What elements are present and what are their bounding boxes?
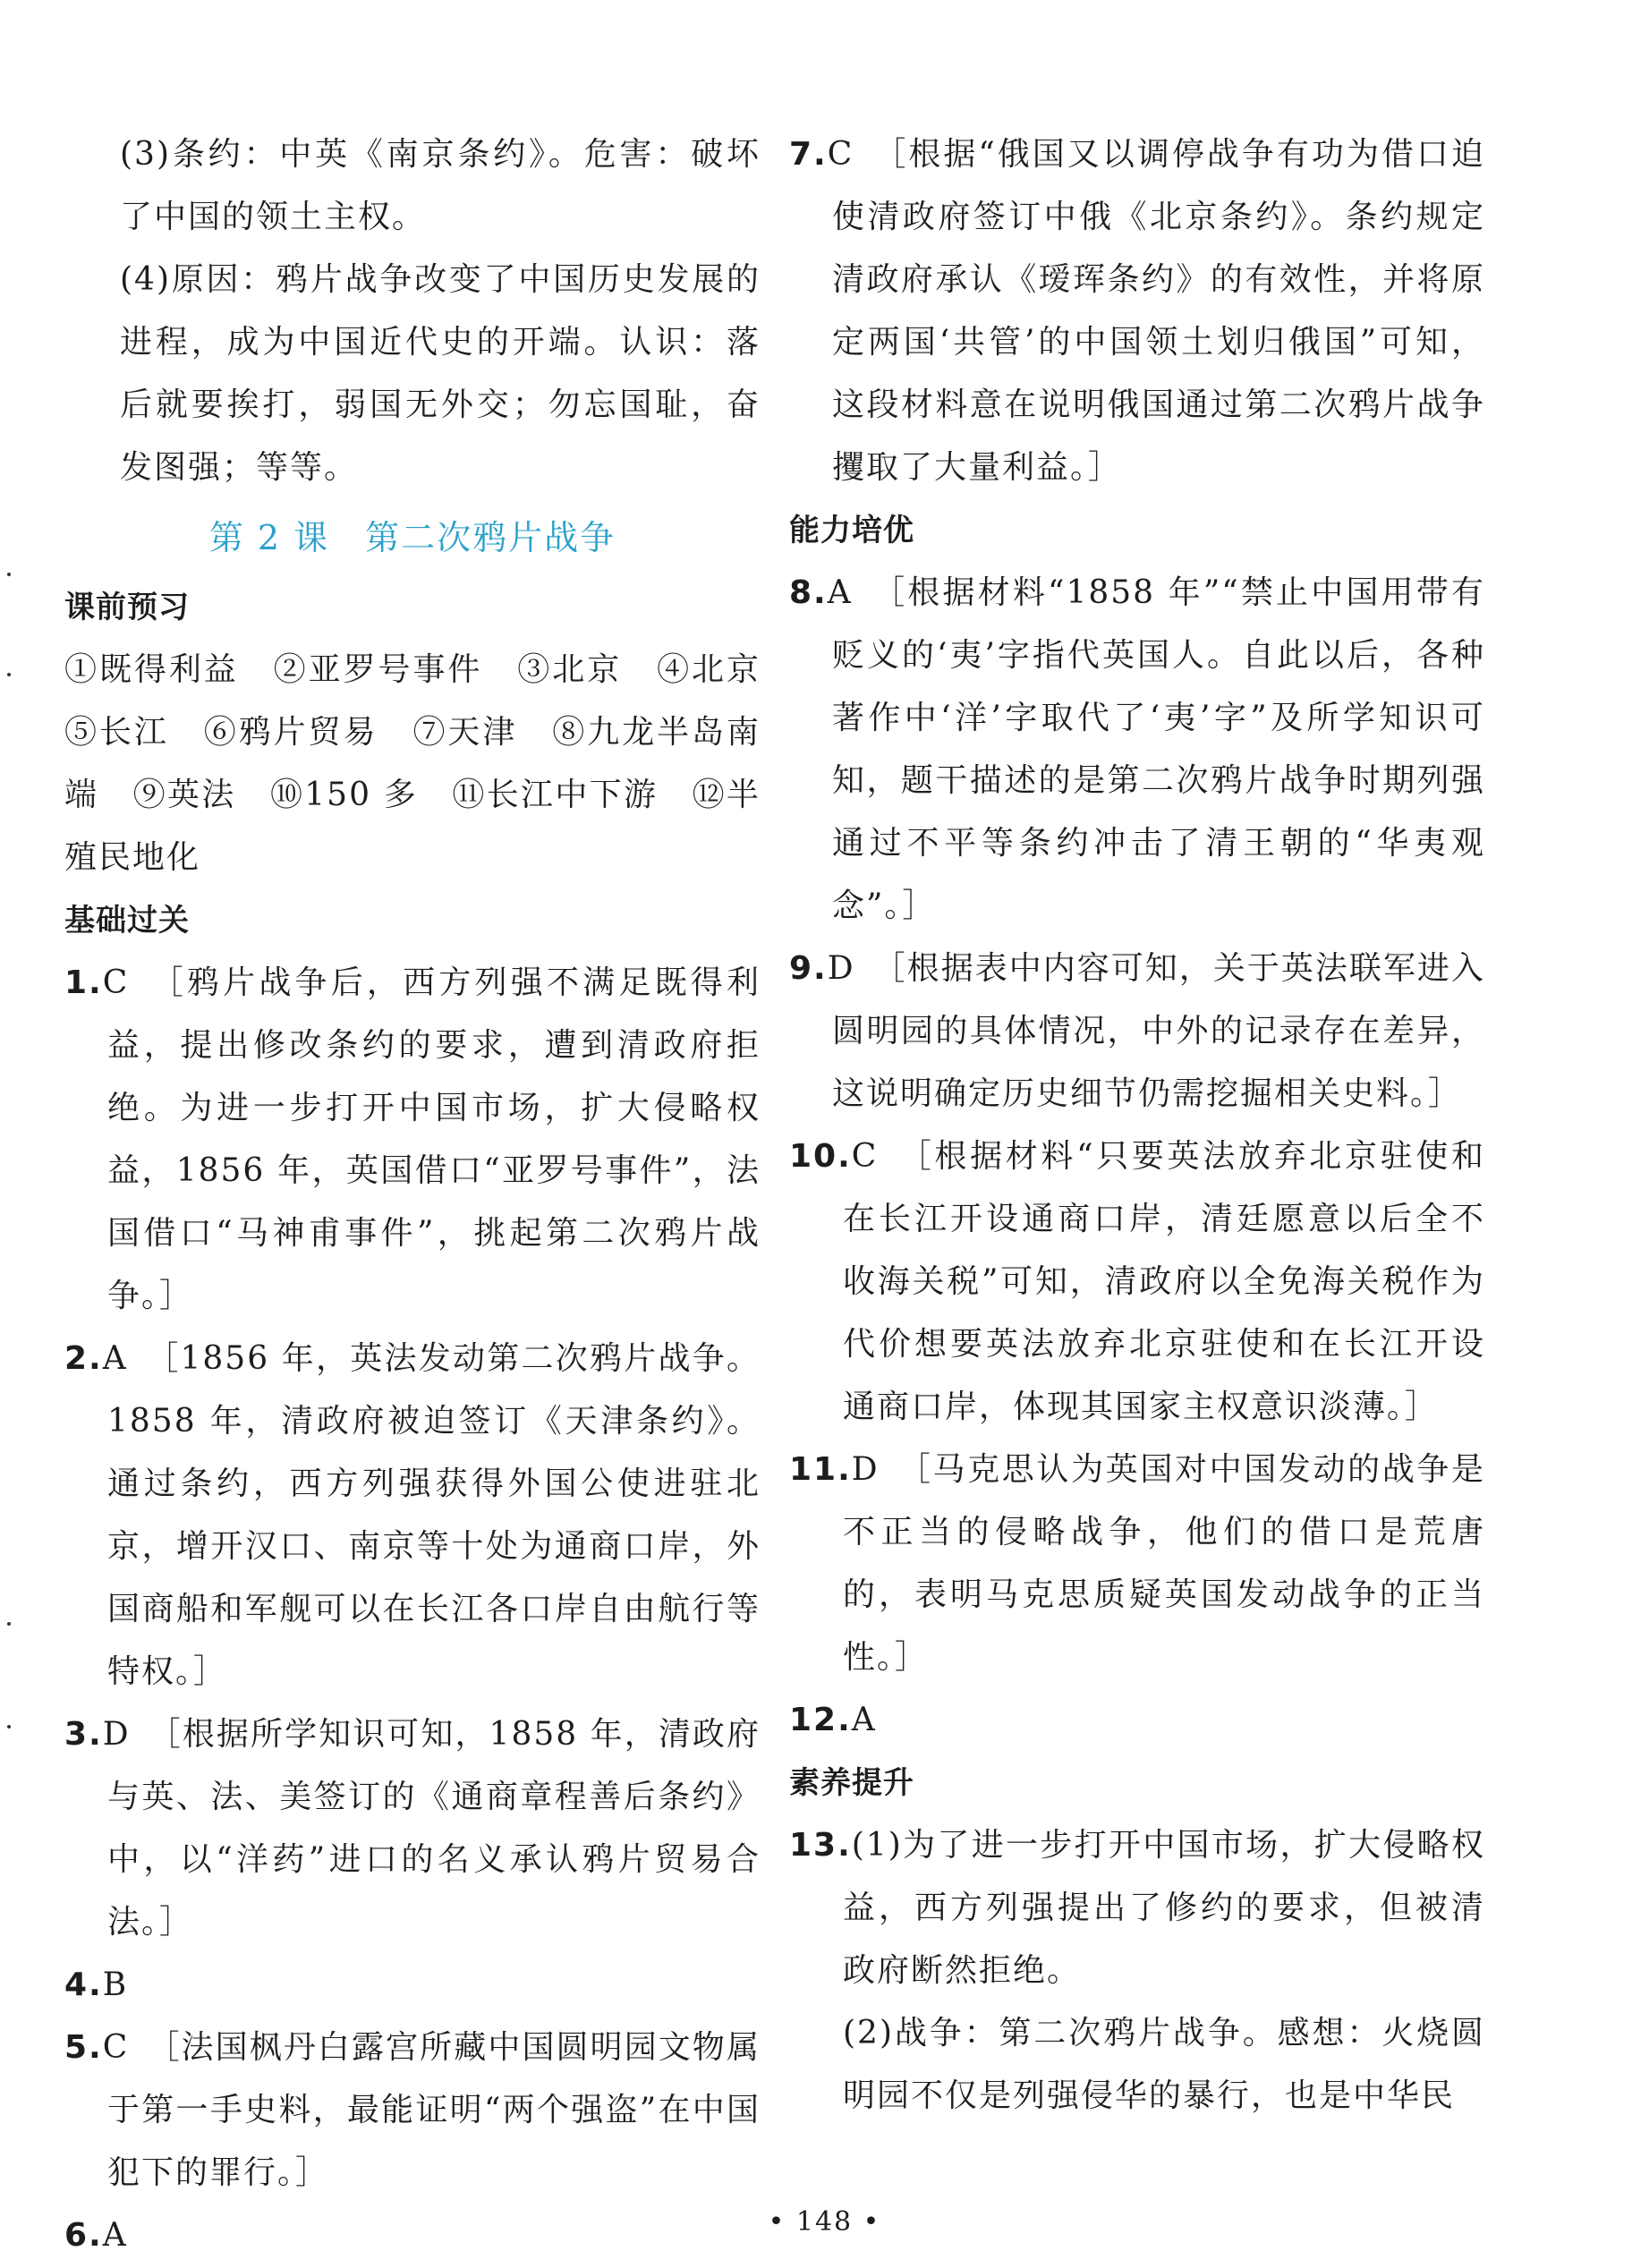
item-explanation: ［根据“俄国又以调停战争有功为借口迫使清政府签订中俄《北京条约》。条约规定清政府承认《瑷珲条约》的有效性，并将原定两国‘共管’的中国领土划归俄国”可知，这段材料意在说明俄国通过第二次鸦片战争攫取了大量利益。］	[832, 136, 1485, 486]
item-explanation: ［根据材料“1858 年”“禁止中国用带有贬义的‘夷’字指代英国人。自此以后，各种著作中‘洋’字取代了‘夷’字”及所学知识可知，题干描述的是第二次鸦片战争时期列强通过不平等条约冲击了清王朝的“华夷观念”。］	[832, 574, 1485, 924]
margin-dot	[7, 1725, 11, 1729]
margin-dot	[7, 1622, 11, 1626]
item-answer: C	[827, 136, 854, 173]
item-number: 11.	[789, 1451, 852, 1488]
preview-answers: ①既得利益 ②亚罗号事件 ③北京 ④北京 ⑤长江 ⑥鸦片贸易 ⑦天津 ⑧九龙半岛南端 ⑨英法 ⑩150 多 ⑪长江中下游 ⑫半殖民地化	[64, 651, 795, 876]
answer-item-13	[789, 1814, 1485, 2002]
item-explanation: ［根据材料“只要英法放弃北京驻使和在长江开设通商口岸，清廷愿意以后全不收海关税”可知，清政府以全免海关税作为代价想要英法放弃北京驻使和在长江开设通商口岸，体现其国家主权意识淡薄。］	[843, 1138, 1485, 1425]
item-answer: A	[827, 574, 853, 611]
item-number: 4.	[64, 1966, 103, 2003]
item-number: 3.	[64, 1716, 103, 1753]
item-number: 10.	[789, 1138, 852, 1175]
answer-item-8	[789, 562, 1485, 938]
answer-item-5	[64, 2017, 761, 2204]
answer-item-9	[789, 938, 1485, 1126]
item-number: 12.	[789, 1702, 852, 1738]
item-answer: A	[102, 2217, 128, 2254]
item-answer: A	[102, 1340, 128, 1377]
item-answer: B	[102, 1966, 129, 2003]
margin-dot	[7, 673, 11, 676]
item-answer: A	[851, 1702, 877, 1738]
item-explanation: ［法国枫丹白露宫所藏中国圆明园文物属于第一手史料，最能证明“两个强盗”在中国犯下的罪行。］	[107, 2029, 761, 2191]
item-explanation: (1)为了进一步打开中国市场，扩大侵略权益，西方列强提出了修约的要求，但被清政府断然拒绝。	[843, 1827, 1485, 1989]
item-answer: D	[851, 1451, 880, 1488]
answer-item-2	[64, 1328, 761, 1703]
margin-dot	[7, 573, 11, 576]
answer-item-4	[64, 1954, 761, 2017]
answer-item-11	[789, 1439, 1485, 1689]
item-answer: D	[827, 950, 855, 987]
q12-part3: (3)条约：中英《南京条约》。危害：破坏了中国的领土主权。	[120, 136, 761, 235]
item-answer: C	[102, 964, 130, 1001]
section-heading-preview: 课前预习	[64, 590, 190, 625]
answer-item-3	[64, 1703, 761, 1954]
right-column	[789, 123, 1485, 2128]
section-heading-basic: 基础过关	[64, 903, 190, 939]
answer-item-12	[789, 1689, 1485, 1752]
item-answer: D	[102, 1716, 131, 1753]
left-column	[64, 123, 795, 2267]
section-heading-literacy: 素养提升	[789, 1765, 914, 1801]
section-heading-ability: 能力培优	[789, 513, 914, 548]
answer-item-13-part2: (2)战争：第二次鸦片战争。感想：火烧圆明园不仅是列强侵华的暴行，也是中华民	[843, 2015, 1485, 2114]
item-explanation: ［马克思认为英国对中国发动的战争是不正当的侵略战争，他们的借口是荒唐的，表明马克思质疑英国发动战争的正当性。］	[843, 1451, 1485, 1676]
item-number: 13.	[789, 1827, 852, 1864]
page-number: • 148 •	[768, 2206, 881, 2238]
answer-item-10	[789, 1126, 1485, 1439]
answer-item-1	[64, 952, 761, 1328]
item-explanation: ［根据所学知识可知，1858 年，清政府与英、法、美签订的《通商章程善后条约》中，以“洋药”进口的名义承认鸦片贸易合法。］	[107, 1716, 761, 1941]
item-number: 1.	[64, 964, 103, 1001]
item-number: 7.	[789, 136, 828, 173]
item-answer: C	[851, 1138, 879, 1175]
item-number: 9.	[789, 950, 828, 987]
item-answer: C	[102, 2029, 130, 2066]
item-explanation: ［鸦片战争后，西方列强不满足既得利益，提出修改条约的要求，遭到清政府拒绝。为进一步打开中国市场，扩大侵略权益，1856 年，英国借口“亚罗号事件”，法国借口“马神甫事件”，挑起第二次鸦片战争。］	[107, 964, 761, 1314]
item-number: 6.	[64, 2217, 103, 2254]
item-number: 8.	[789, 574, 828, 611]
item-explanation: ［1856 年，英法发动第二次鸦片战争。1858 年，清政府被迫签订《天津条约》。通过条约，西方列强获得外国公使进驻北京，增开汉口、南京等十处为通商口岸，外国商船和军舰可以在长江各口岸自由航行等特权。］	[107, 1340, 761, 1690]
lesson-title: 第 2 课 第二次鸦片战争	[208, 518, 616, 557]
q12-part4: (4)原因：鸦片战争改变了中国历史发展的进程，成为中国近代史的开端。认识：落后就要挨打，弱国无外交；勿忘国耻，奋发图强；等等。	[120, 261, 761, 486]
item-explanation: ［根据表中内容可知，关于英法联军进入圆明园的具体情况，中外的记录存在差异，这说明确定历史细节仍需挖掘相关史料。］	[832, 950, 1485, 1112]
item-number: 2.	[64, 1340, 103, 1377]
answer-item-7	[789, 123, 1485, 499]
item-number: 5.	[64, 2029, 103, 2066]
